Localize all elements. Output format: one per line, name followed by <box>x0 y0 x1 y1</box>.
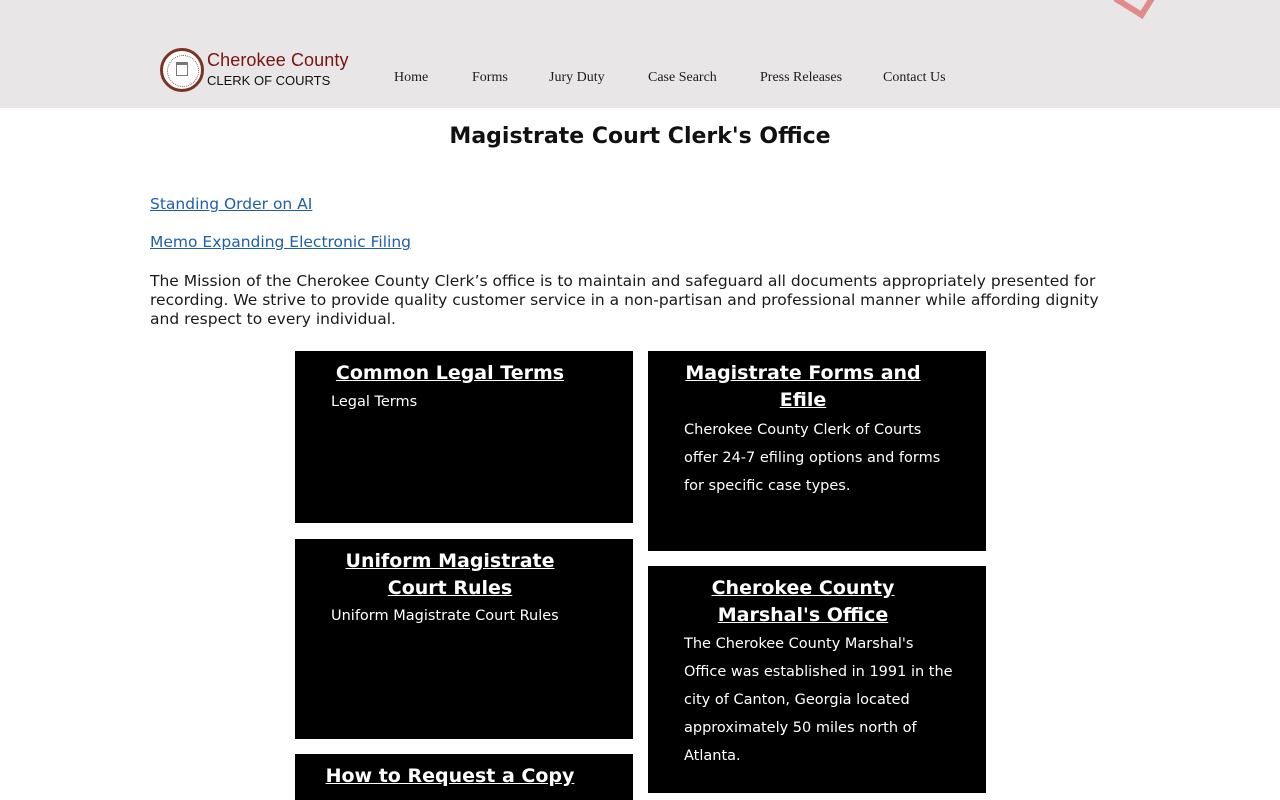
brand-name[interactable]: Cherokee County <box>207 50 349 70</box>
nav-case-search[interactable]: Case Search <box>648 70 717 85</box>
card-common-legal-terms <box>295 351 633 523</box>
card-title-link[interactable]: Cherokee County Marshal's Office <box>711 577 895 626</box>
nav-forms[interactable]: Forms <box>472 70 508 85</box>
card-description: The Cherokee County Marshal's Office was established in 1991 in the city of Canton, Georgia located approximately 50 miles north of Atlanta. <box>684 636 953 764</box>
nav-contact-us[interactable]: Contact Us <box>883 70 946 85</box>
card-description: Legal Terms <box>331 394 418 410</box>
card-title-link[interactable]: How to Request a Copy <box>325 765 575 787</box>
nav-press-releases[interactable]: Press Releases <box>760 70 843 85</box>
page-title: Magistrate Court Clerk's Office <box>449 124 831 149</box>
card-uniform-magistrate-rules <box>295 539 633 739</box>
memo-electronic-filing-link[interactable]: Memo Expanding Electronic Filing <box>150 233 411 251</box>
mission-statement: The Mission of the Cherokee County Clerk’s office is to maintain and safeguard all documents appropriately presented for recording. We strive to provide quality customer service in a non-partisan and professional manner while affording dignity and respect to every individual. <box>150 272 1099 328</box>
county-seal-icon[interactable] <box>160 48 204 92</box>
card-title-link[interactable]: Uniform Magistrate Court Rules <box>345 550 555 599</box>
card-description: Uniform Magistrate Court Rules <box>331 608 559 624</box>
card-description: Cherokee County Clerk of Courts offer 24-7 efiling options and forms for specific case types. <box>684 422 941 494</box>
site-header <box>0 0 1280 108</box>
card-marshals-office <box>648 566 986 793</box>
card-magistrate-forms-efile <box>648 351 986 551</box>
card-request-copy <box>295 754 633 800</box>
brand-subtitle[interactable]: CLERK OF COURTS <box>207 73 331 88</box>
ribbon-icon <box>1114 0 1157 19</box>
card-title-link[interactable]: Common Legal Terms <box>335 362 565 384</box>
nav-home[interactable]: Home <box>394 70 429 85</box>
standing-order-ai-link[interactable]: Standing Order on AI <box>150 195 313 213</box>
card-title-link[interactable]: Magistrate Forms and Efile <box>685 362 921 411</box>
nav-jury-duty[interactable]: Jury Duty <box>549 70 605 85</box>
